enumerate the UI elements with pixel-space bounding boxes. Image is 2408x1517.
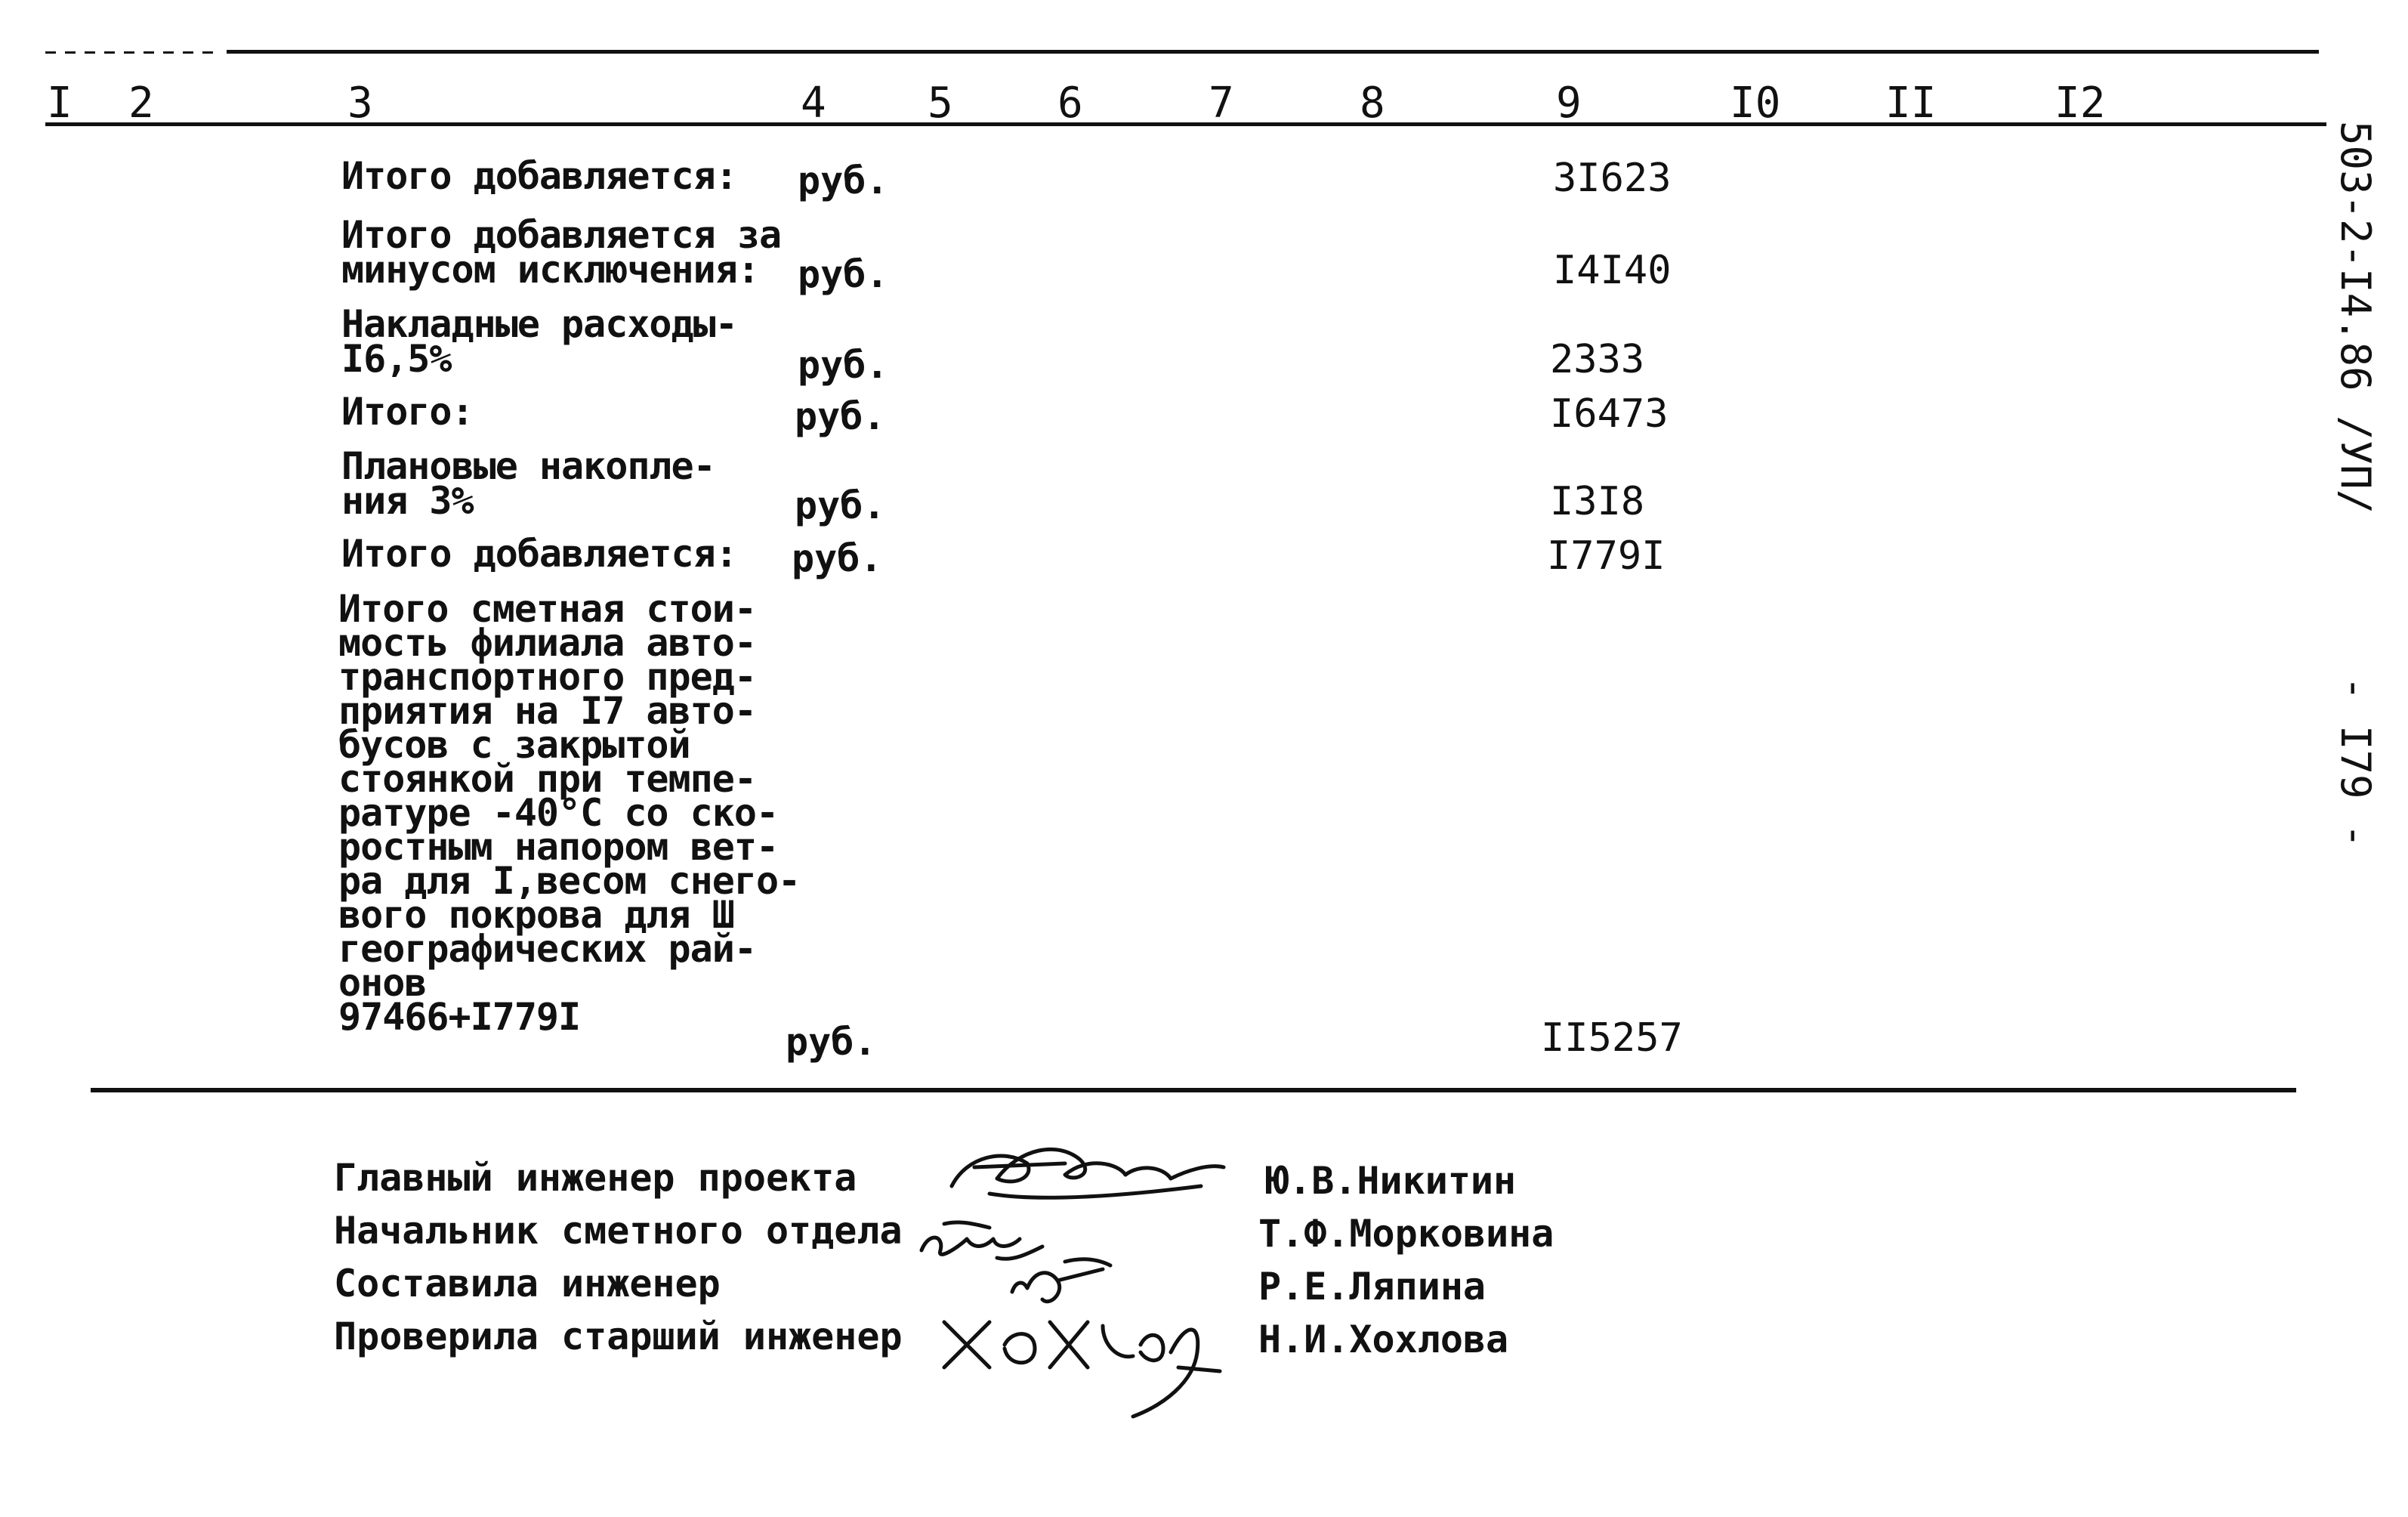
column-number: I2 [2055, 79, 2106, 128]
signatory-role: Составила инженер [334, 1262, 721, 1305]
row-label: Накладные расходы- I6,5% [341, 302, 737, 381]
row-value: 3I623 [1553, 156, 1672, 201]
row-label: Плановые накопле- ния 3% [341, 444, 715, 523]
column-number: 3 [347, 79, 373, 128]
document-code: 503-2-I4.86 /УП/ [2332, 121, 2379, 514]
row-unit: руб. [786, 1020, 877, 1064]
column-number: II [1885, 79, 1937, 128]
row-value: 2333 [1550, 337, 1645, 382]
signatory-name: Р.Е.Ляпина [1258, 1265, 1486, 1308]
signatory-role: Начальник сметного отдела [334, 1209, 903, 1253]
top-rule [227, 50, 2319, 54]
row-unit: руб. [798, 252, 889, 296]
page-number: - I79 - [2332, 676, 2379, 848]
handwritten-signature [944, 1133, 1231, 1216]
row-value: I779I [1547, 533, 1666, 579]
row-value: I4I40 [1553, 248, 1672, 293]
column-number: 9 [1556, 79, 1582, 128]
row-unit: руб. [798, 343, 889, 387]
row-unit: руб. [795, 484, 886, 527]
row-unit: руб. [792, 536, 883, 580]
row-label: Итого добавляется за минусом исключения: [341, 213, 782, 292]
row-value: I3I8 [1550, 479, 1645, 524]
column-number: 5 [928, 79, 953, 128]
column-number: 2 [128, 79, 154, 128]
column-number: 6 [1057, 79, 1083, 128]
row-label: Итого добавляется: [341, 532, 737, 576]
row-value: II5257 [1541, 1015, 1683, 1061]
header-rule [45, 122, 2326, 126]
bottom-rule [91, 1088, 2296, 1092]
signatory-name: Н.И.Хохлова [1258, 1318, 1509, 1361]
column-number: 7 [1209, 79, 1234, 128]
signatory-role: Главный инженер проекта [334, 1156, 857, 1200]
column-number: 8 [1360, 79, 1385, 128]
column-number: 4 [801, 79, 826, 128]
row-unit: руб. [798, 159, 889, 202]
column-number: I [47, 79, 73, 128]
signatory-name: Т.Ф.Морковина [1258, 1212, 1554, 1256]
row-value: I6473 [1550, 391, 1669, 437]
row-label: Итого добавляется: [341, 154, 737, 198]
top-rule-dashed-left [45, 51, 219, 54]
signatory-name: Ю.В.Никитин [1266, 1159, 1517, 1203]
row-label: Итого сметная стои- мость филиала авто- транспортного пред- приятия на I7 авто- бусов с закрытой стоянкой при темпе- ратуре -40°С со ско- ростным напором вет- ра для I,весом снего- вого покрова для Ш географических рай- онов 97466+I779I [338, 587, 801, 1039]
column-number: I0 [1730, 79, 1781, 128]
row-unit: руб. [795, 394, 886, 438]
handwritten-signature [937, 1292, 1224, 1420]
row-label: Итого: [341, 390, 474, 434]
signatory-role: Проверила старший инженер [334, 1315, 903, 1358]
